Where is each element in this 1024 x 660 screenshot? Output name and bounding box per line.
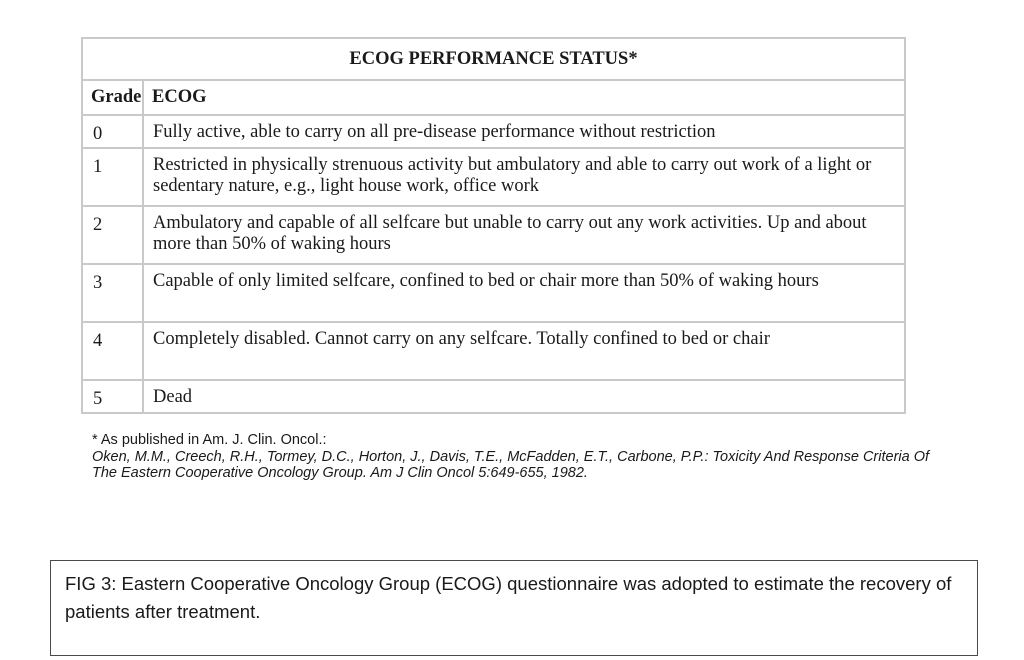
figure-caption: FIG 3: Eastern Cooperative Oncology Group (ECOG) questionnaire was adopted to estimate the recovery of patients after treatment. <box>50 560 978 656</box>
ecog-description-cell: Completely disabled. Cannot carry on any selfcare. Totally confined to bed or chair <box>143 322 905 380</box>
ecog-description-cell: Ambulatory and capable of all selfcare but unable to carry out any work activities. Up and about more than 50% of waking hours <box>143 206 905 264</box>
table-row <box>82 322 905 380</box>
table-header-row <box>82 80 905 115</box>
table-footnote <box>92 432 932 482</box>
grade-cell: 5 <box>82 380 143 413</box>
table-row <box>82 264 905 322</box>
ecog-column-header: ECOG <box>143 80 905 115</box>
grade-cell: 0 <box>82 115 143 148</box>
table-row <box>82 206 905 264</box>
ecog-description-cell: Dead <box>143 380 905 413</box>
publication-note: * As published in Am. J. Clin. Oncol.: <box>92 432 327 448</box>
table-row <box>82 148 905 206</box>
ecog-description-cell: Restricted in physically strenuous activity but ambulatory and able to carry out work of a light or sedentary nature, e.g., light house work, office work <box>143 148 905 206</box>
ecog-performance-table <box>81 37 906 414</box>
table-row <box>82 115 905 148</box>
grade-column-header: Grade <box>82 80 143 115</box>
citation: Oken, M.M., Creech, R.H., Tormey, D.C., Horton, J., Davis, T.E., McFadden, E.T., Carbone, P.P.: Toxicity And Response Criteria Of The Eastern Cooperative Oncology Group. Am J Clin Oncol 5:649-655, 1982. <box>92 448 930 481</box>
grade-cell: 4 <box>82 322 143 380</box>
ecog-description-cell: Fully active, able to carry on all pre-disease performance without restriction <box>143 115 905 148</box>
table-row <box>82 380 905 413</box>
grade-cell: 2 <box>82 206 143 264</box>
ecog-description-cell: Capable of only limited selfcare, confined to bed or chair more than 50% of waking hours <box>143 264 905 322</box>
grade-cell: 1 <box>82 148 143 206</box>
table-title: ECOG PERFORMANCE STATUS* <box>82 38 905 80</box>
grade-cell: 3 <box>82 264 143 322</box>
